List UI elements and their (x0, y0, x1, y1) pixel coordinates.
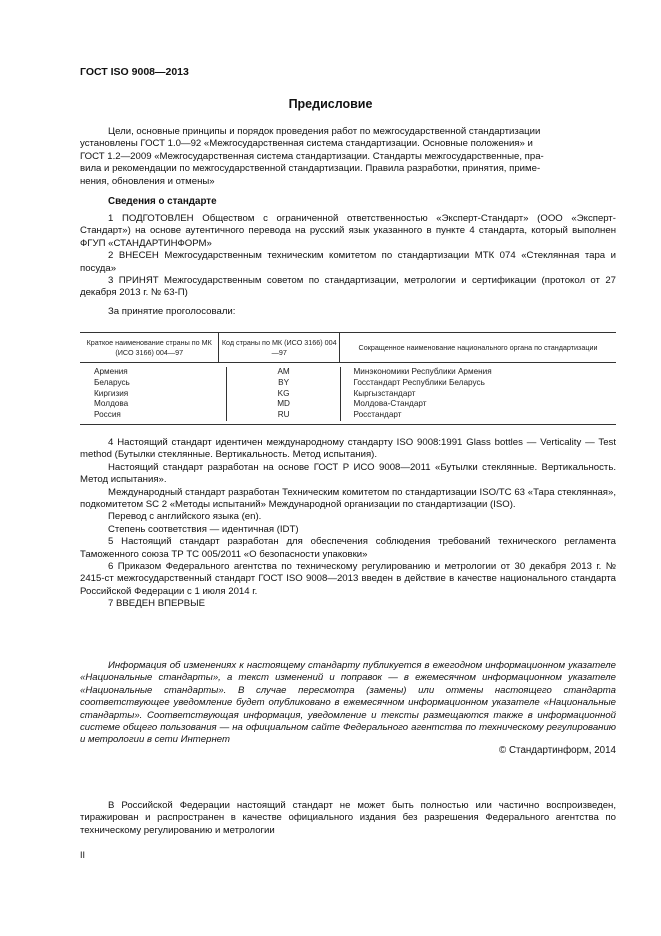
table-cell: Молдова (94, 399, 129, 409)
vote-table (80, 332, 616, 425)
table-cell: Армения (94, 367, 128, 376)
notice-block (80, 660, 616, 747)
detail-paragraph: 7 ВВЕДЕН ВПЕРВЫЕ (108, 598, 206, 610)
notice-paragraph: Информация об изменениях к настоящему стандарту публикуется в ежегодном информационном указателе «Национальные стандарты», а текст изменений и поправок — в ежемесячном информационном указателе «Национальные стандарты». В случае пересмотра (замены) или отмены настоящего стандарта соответствующее уведомление будет опубликовано в ежемесячном информационном указателе «Национальные стандарты». Соответствующая информация, уведомление и тексты размещаются также в информационной системе общего пользования — на официальном сайте Федерального агентства по техническому регулированию и метрологии в сети Интернет (80, 660, 616, 746)
detail-paragraph: 6 Приказом Федерального агентства по техническому регулированию и метрологии от 30 декабря 2013 г. № 2415-ст межгосударственный стандарт ГОСТ ISO 9008—2013 введен в действие в качестве национального стандарта Российской Федерации с 1 июля 2014 г. (80, 561, 616, 597)
column-header: Сокращенное наименование национального органа по стандартизации (358, 342, 598, 352)
rights-paragraph: В Российской Федерации настоящий стандарт не может быть полностью или частично воспроизведен, тиражирован и распространен в качестве официального издания без разрешения Федерального агентства по техническому регулированию и метрологии (80, 800, 616, 836)
standard-info-list (80, 213, 616, 318)
info-item: 3 ПРИНЯТ Межгосударственным советом по стандартизации, метрологии и сертификации (протокол от 27 декабря 2013 г. № 63-П) (80, 275, 616, 299)
intro-line: нения, обновления и отмены» (80, 175, 215, 187)
section-heading: Сведения о стандарте (108, 196, 217, 207)
table-body (80, 363, 616, 425)
table-cell: Молдова-Стандарт (353, 399, 427, 409)
table-cell: BY (278, 377, 290, 387)
table-cell: Росстандарт (353, 410, 402, 420)
rights-block (80, 800, 616, 837)
detail-paragraph: Перевод с английского языка (en). (108, 511, 262, 523)
detail-paragraph: Настоящий стандарт разработан на основе ГОСТ Р ИСО 9008—2011 «Бутылки стеклянные. Вертикальность. Метод испытания». (80, 461, 616, 486)
detail-paragraph: 4 Настоящий стандарт идентичен международному стандарту ISO 9008:1991 Glass bottles — Verticality — Test method (Бутылки стеклянные. Вертикальность. Метод испытания). (80, 437, 616, 461)
page-number: II (80, 850, 86, 860)
page-title: Предисловие (288, 97, 373, 111)
detail-paragraph: 5 Настоящий стандарт разработан для обеспечения соблюдения требований технического регламента Таможенного союза ТР ТС 005/2011 «О безопасности упаковки» (80, 536, 616, 560)
table-cell: MD (277, 399, 290, 409)
table-cell: RU (277, 410, 290, 420)
code-column (227, 367, 342, 421)
intro-paragraph (80, 126, 616, 188)
column-header: Краткое наименование страны по МК (ИСО 3166) 004—97 (80, 333, 219, 362)
info-item: 1 ПОДГОТОВЛЕН Обществом с ограниченной ответственностью «Эксперт-Стандарт» (ООО «Эксперт-Стандарт») на основе аутентичного перевода на русский язык указанного в пункте 4 стандарта, который выполнен ФГУП «СТАНДАРТИНФОРМ» (80, 213, 616, 249)
organization-column (341, 367, 616, 421)
intro-line: ГОСТ 1.2—2009 «Межгосударственная система стандартизации. Стандарты межгосударственные, пра- (80, 150, 544, 162)
detail-paragraph: Международный стандарт разработан Техническим комитетом по стандартизации ISO/TC 63 «Тара стеклянная», подкомитетом SC 2 «Методы испытаний» Международной организации по стандартизации (ISO). (80, 486, 616, 511)
table-cell: Минэкономики Республики Армения (353, 367, 492, 376)
table-cell: Киргизия (94, 388, 129, 398)
info-item: 2 ВНЕСЕН Межгосударственным техническим комитетом по стандартизации МТК 074 «Стеклянная тара и посуда» (80, 250, 616, 274)
intro-line: вила и рекомендации по межгосударственной стандартизации. Правила разработки, принятия, приме- (80, 163, 541, 175)
vote-label: За принятие проголосовали: (108, 305, 236, 317)
column-header: Код страны по МК (ИСО 3166) 004—97 (219, 333, 340, 362)
table-cell: KG (277, 388, 290, 398)
table-cell: Россия (94, 410, 121, 420)
table-cell: Беларусь (94, 377, 130, 387)
standard-details (80, 437, 616, 611)
table-header-row (80, 332, 616, 363)
table-cell: Госстандарт Республики Беларусь (353, 377, 485, 387)
copyright-line: © Стандартинформ, 2014 (499, 745, 616, 756)
country-column (80, 367, 227, 421)
table-cell: Кыргызстандарт (353, 388, 416, 398)
intro-line: установлены ГОСТ 1.0—92 «Межгосударственная система стандартизации. Основные положения» и (80, 138, 533, 150)
table-cell: AM (277, 367, 290, 376)
intro-line: Цели, основные принципы и порядок проведения работ по межгосударственной стандартизации (108, 126, 541, 137)
document-id: ГОСТ ISO 9008—2013 (80, 66, 189, 78)
detail-paragraph: Степень соответствия — идентичная (IDT) (108, 523, 299, 535)
